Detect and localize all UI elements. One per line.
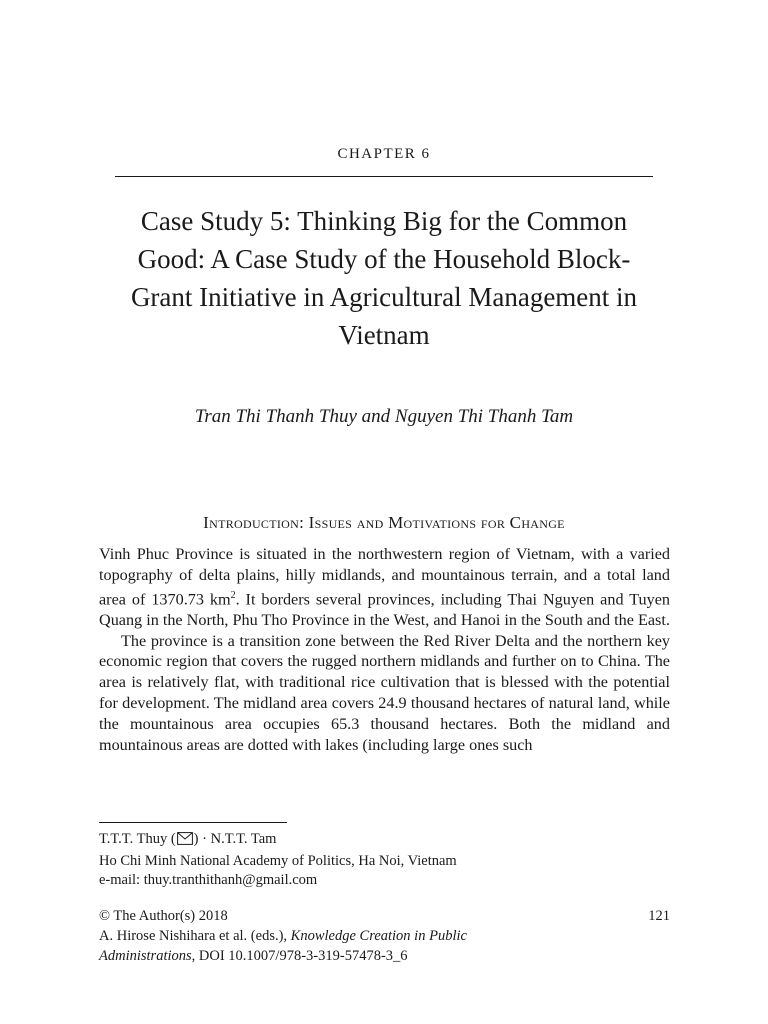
author-separator: · [198,831,211,847]
book-title-end: Administrations [99,948,192,964]
footnote-divider [99,822,287,823]
email-line [99,871,670,891]
chapter-label: CHAPTER 6 [337,146,431,162]
author-1-close: ) [193,831,199,847]
section-heading: Introduction: Issues and Motivations for Change [203,513,565,532]
copyright-row [99,906,670,926]
paragraph-2: The province is a transition zone between the Red River Delta and the northern key economic region that covers the rugged northern midlands and further on to China. The area is relatively flat, with traditional rice cultivation that is blessed with the potential for development. The midland area covers 24.9 thousand hectares of natural land, while the mountainous area occupies 65.3 thousand hectares. Both the midland and mountainous areas are dotted with lakes (including large ones such [99,631,670,754]
book-title: Knowledge Creation in Public [290,928,467,944]
paragraph-1-text-end: . It borders several provinces, including Thai Nguyen and Tuyen Quang in the North, Phu Tho Province in the West, and Hanoi in the South and the East. [99,589,670,629]
doi[interactable]: , DOI 10.1007/978-3-319-57478-3_6 [191,948,408,964]
superscript: 2 [230,589,236,601]
paragraph-1 [99,544,670,631]
chapter-authors: Tran Thi Thanh Thuy and Nguyen Thi Thanh Tam [194,406,574,427]
envelope-icon [177,832,193,852]
author-line [99,830,670,852]
author-2-name: N.T.T. Tam [210,831,277,847]
institution: Ho Chi Minh National Academy of Politics, Ha Noi, Vietnam [99,852,457,869]
email-label: e-mail: [99,872,144,888]
citation-line-1 [99,926,670,946]
author-affiliation [99,830,670,891]
author-1-name: T.T.T. Thuy ( [99,831,176,847]
copyright-block [99,906,670,966]
page-number: 121 [648,908,670,924]
email-address[interactable]: thuy.tranthithanh@gmail.com [143,872,318,888]
body-text [99,544,670,755]
chapter-title: Case Study 5: Thinking Big for the Common Good: A Case Study of the Household Block-Grant Initiative in Agricultural Management in Vietnam [130,206,638,350]
paragraph-1-text: Vinh Phuc Province is situated in the northwestern region of Vietnam, with a varied topography of delta plains, hilly midlands, and mountainous terrain, and a total land area of 1370.73 km [99,545,670,608]
citation-prefix: A. Hirose Nishihara et al. (eds.), [99,928,291,944]
chapter-divider [115,176,653,177]
copyright-notice: © The Author(s) 2018 [99,908,228,924]
citation-line-2 [99,946,670,966]
